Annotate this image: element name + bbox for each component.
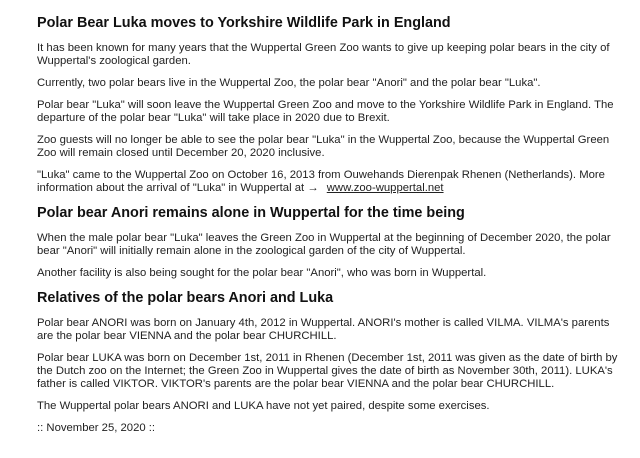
paragraph: Zoo guests will no longer be able to see the polar bear "Luka" in the Wuppertal Zoo, because the Wuppertal Green Zoo will remain closed until December 20, 2020 inclusive. [37,134,610,159]
section-heading-anori-alone: Polar bear Anori remains alone in Wuppertal for the time being [37,205,465,221]
paragraph: Currently, two polar bears live in the Wuppertal Zoo, the polar bear "Anori" and the polar bear "Luka". [37,77,541,89]
arrow-right-icon: → [307,182,319,194]
paragraph: Polar bear ANORI was born on January 4th, 2012 in Wuppertal. ANORI's mother is called VILMA. VILMA's parents are the polar bear VIENNA and the polar bear CHURCHILL. [37,317,610,342]
section-heading-relatives: Relatives of the polar bears Anori and Luka [37,290,334,306]
paragraph: Polar bear "Luka" will soon leave the Wuppertal Green Zoo and move to the Yorkshire Wildlife Park in England. The departure of the polar bear "Luka" will take place in 2020 due to Brexit. [37,99,614,124]
publish-date: :: November 25, 2020 :: [37,422,156,434]
paragraph: Another facility is also being sought for the polar bear "Anori", who was born in Wuppertal. [37,267,487,279]
more-info-text: "Luka" came to the Wuppertal Zoo on October 16, 2013 from Ouwehands Dierenpak Rhenen (Netherlands). More information about the arrival of "Luka" in Wuppertal at [37,169,605,194]
paragraph: When the male polar bear "Luka" leaves the Green Zoo in Wuppertal at the beginning of December 2020, the polar bear "Anori" will initially remain alone in the zoological garden of the city of Wuppertal. [37,232,611,257]
paragraph: It has been known for many years that the Wuppertal Green Zoo wants to give up keeping polar bears in the city of Wuppertal's zoological garden. [37,42,610,67]
paragraph: Polar bear LUKA was born on December 1st, 2011 in Rhenen (December 1st, 2011 was given as the date of birth by the Dutch zoo on the Internet; the Green Zoo in Wuppertal gives the date of birth as November 30th, 2011). LUKA's father is called VIKTOR. VIKTOR's parents are the polar bear VIENNA and the polar bear CHURCHILL. [37,352,618,390]
zoo-wuppertal-link[interactable]: www.zoo-wuppertal.net [326,182,444,194]
paragraph-more-info [37,169,618,195]
section-heading-luka-moves: Polar Bear Luka moves to Yorkshire Wildlife Park in England [37,15,451,31]
paragraph: The Wuppertal polar bears ANORI and LUKA have not yet paired, despite some exercises. [37,400,490,412]
